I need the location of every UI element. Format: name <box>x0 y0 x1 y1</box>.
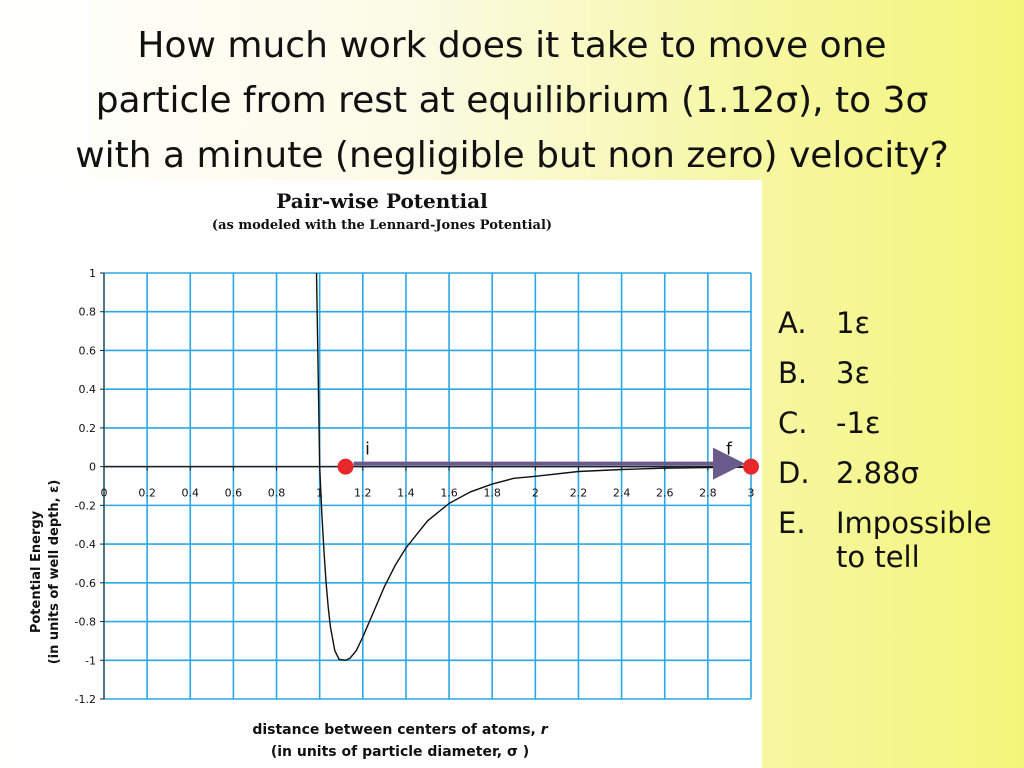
answer-text: 2.88σ <box>836 456 919 490</box>
x-tick-label: 0.4 <box>181 486 200 500</box>
answer-option-d[interactable] <box>778 456 1018 490</box>
y-tick-label: 0.4 <box>78 383 96 397</box>
x-tick-label: 0 <box>100 486 108 500</box>
y-tick-label: 0.2 <box>78 421 96 435</box>
chart-subtitle: (as modeled with the Lennard-Jones Potential) <box>211 218 553 233</box>
x-tick-label: 1.4 <box>397 486 415 500</box>
answer-letter: A. <box>778 306 807 340</box>
chart-panel <box>18 180 762 768</box>
x-tick-label: 2.2 <box>569 486 588 500</box>
x-tick-label: 2.8 <box>699 486 717 500</box>
answer-option-c[interactable] <box>778 406 1018 440</box>
answer-option-b[interactable] <box>778 356 1018 390</box>
point-label-i: i <box>365 439 370 460</box>
x-tick-label: 3 <box>747 486 755 500</box>
title-line: with a minute (negligible but non zero) velocity? <box>75 135 949 176</box>
title-line: particle from rest at equilibrium (1.12σ), to 3σ <box>95 80 929 121</box>
answer-text: 1ε <box>836 306 871 340</box>
x-tick-label: 2.6 <box>655 486 674 500</box>
answer-text: 3ε <box>836 356 871 390</box>
y-tick-label: -0.4 <box>74 538 96 552</box>
y-tick-label: -1 <box>85 654 96 668</box>
answer-letter: D. <box>778 456 810 490</box>
x-tick-label: 1.8 <box>483 486 501 500</box>
x-tick-label: 1.2 <box>354 486 372 500</box>
x-axis-label-text: distance between centers of atoms, <box>252 722 541 738</box>
title-line: How much work does it take to move one <box>137 25 887 66</box>
markers <box>338 440 759 475</box>
point-marker-i <box>338 459 354 475</box>
answer-option-e[interactable] <box>778 506 1018 574</box>
answer-letter: B. <box>778 356 808 390</box>
x-tick-label: 0.8 <box>267 486 286 500</box>
x-axis-label-line2: (in units of particle diameter, σ ) <box>270 744 530 760</box>
x-tick-label: 2 <box>531 486 539 500</box>
answer-letter: C. <box>778 406 808 440</box>
x-axis-label-line1 <box>252 722 548 738</box>
y-tick-label: 0.6 <box>78 344 96 358</box>
x-axis-label-var: r <box>540 722 548 738</box>
answer-option-a[interactable] <box>778 306 1018 340</box>
chart-title: Pair-wise Potential <box>276 189 488 213</box>
x-tick-label: 0.2 <box>138 486 156 500</box>
x-tick-label: 0.6 <box>224 486 243 500</box>
y-tick-label: 1 <box>89 267 96 280</box>
answer-list <box>778 306 1018 590</box>
slide-title <box>20 18 1004 183</box>
answer-text: Impossible to tell <box>836 506 992 574</box>
point-marker-f <box>743 459 759 475</box>
y-tick-label: -0.2 <box>74 499 96 513</box>
x-tick-label: 1 <box>316 486 324 500</box>
y-tick-label: -0.8 <box>74 615 96 629</box>
answer-letter: E. <box>778 506 806 540</box>
lennard-jones-chart <box>18 180 762 768</box>
grid-lines <box>104 273 751 699</box>
y-tick-label: -0.6 <box>74 576 96 590</box>
y-tick-label: 0.8 <box>78 305 96 319</box>
y-axis-label-line2: (in units of well depth, ε) <box>47 479 62 665</box>
x-tick-label: 2.4 <box>612 486 631 500</box>
tick-labels <box>75 267 755 706</box>
point-label-f: f <box>726 439 732 460</box>
y-axis-label-line1: Potential Energy <box>29 510 44 634</box>
x-tick-label: 1.6 <box>440 486 458 500</box>
y-tick-label: -1.2 <box>74 693 96 706</box>
answer-text: -1ε <box>836 406 881 440</box>
y-tick-label: 0 <box>89 460 96 474</box>
